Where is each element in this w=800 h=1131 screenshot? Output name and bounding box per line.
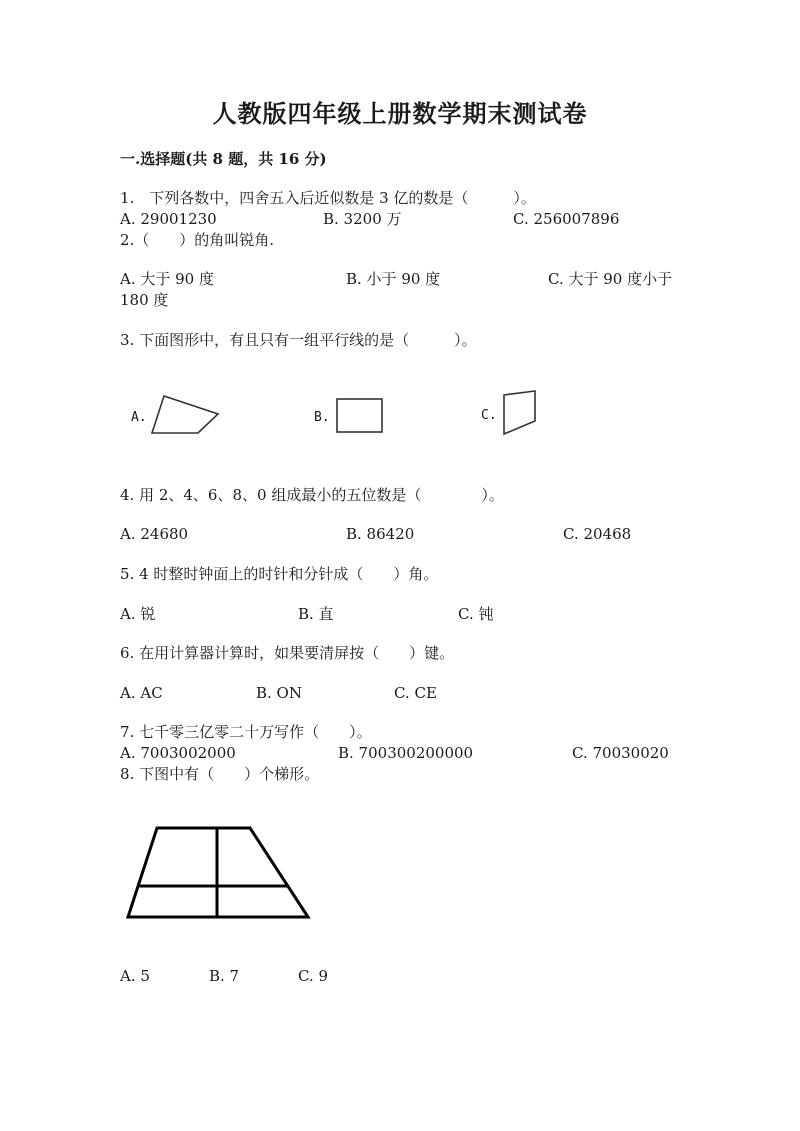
question-4-option-b: B. 86420 [346,525,415,543]
question-5-stem: 5. 4 时整时钟面上的时针和分针成（ ）角。 [120,565,439,583]
question-6-stem: 6. 在用计算器计算时，如果要清屏按（ ）键。 [120,644,455,662]
question-4-stem: 4. 用 2、4、6、8、0 组成最小的五位数是（ ）。 [120,486,504,504]
question-8-stem: 8. 下图中有（ ）个梯形。 [120,765,320,783]
question-8-option-b: B. 7 [209,967,240,985]
question-3-figure-c [500,387,550,442]
question-7-option-b: B. 700300200000 [338,744,474,762]
question-7-option-c: C. 70030020 [572,744,669,762]
question-4-option-a: A. 24680 [120,525,189,543]
question-7-stem: 7. 七千零三亿零二十万写作（ ）。 [120,723,372,741]
question-3-figure-a [148,392,228,442]
question-6-option-a: A. AC [120,684,163,702]
question-2-stem: 2.（ ）的角叫锐角. [120,231,275,249]
question-1-option-b: B. 3200 万 [323,210,402,228]
trapezoid-shape [504,391,535,434]
question-7-option-a: A. 7003002000 [120,744,236,762]
question-2-option-c-continued: 180 度 [120,291,169,309]
question-5-option-b: B. 直 [298,605,334,623]
question-8-option-a: A. 5 [120,967,150,985]
question-3-option-a: A. [131,410,147,425]
question-3-option-b: B. [314,410,330,425]
question-6-option-b: B. ON [256,684,302,702]
question-5-option-c: C. 钝 [458,605,494,623]
question-8-figure [120,820,320,930]
question-3-option-c: C. [481,408,497,423]
section-heading: 一.选择题(共 8 题，共 16 分) [120,150,327,168]
question-5-option-a: A. 锐 [120,605,156,623]
question-2-option-c: C. 大于 90 度小于 [548,270,673,288]
question-1-option-c: C. 256007896 [513,210,620,228]
quadrilateral-shape [152,396,218,433]
question-3-stem: 3. 下面图形中，有且只有一组平行线的是（ ）。 [120,331,477,349]
rectangle-shape [337,399,382,432]
question-2-option-a: A. 大于 90 度 [120,270,214,288]
question-3-figure-b [333,393,393,443]
question-4-option-c: C. 20468 [563,525,632,543]
question-8-option-c: C. 9 [298,967,329,985]
question-1-stem: 1. 下列各数中，四舍五入后近似数是 3 亿的数是（ ）。 [120,189,536,207]
question-1-option-a: A. 29001230 [120,210,217,228]
question-2-option-b: B. 小于 90 度 [346,270,441,288]
page-title: 人教版四年级上册数学期末测试卷 [212,99,588,128]
question-6-option-c: C. CE [394,684,437,702]
